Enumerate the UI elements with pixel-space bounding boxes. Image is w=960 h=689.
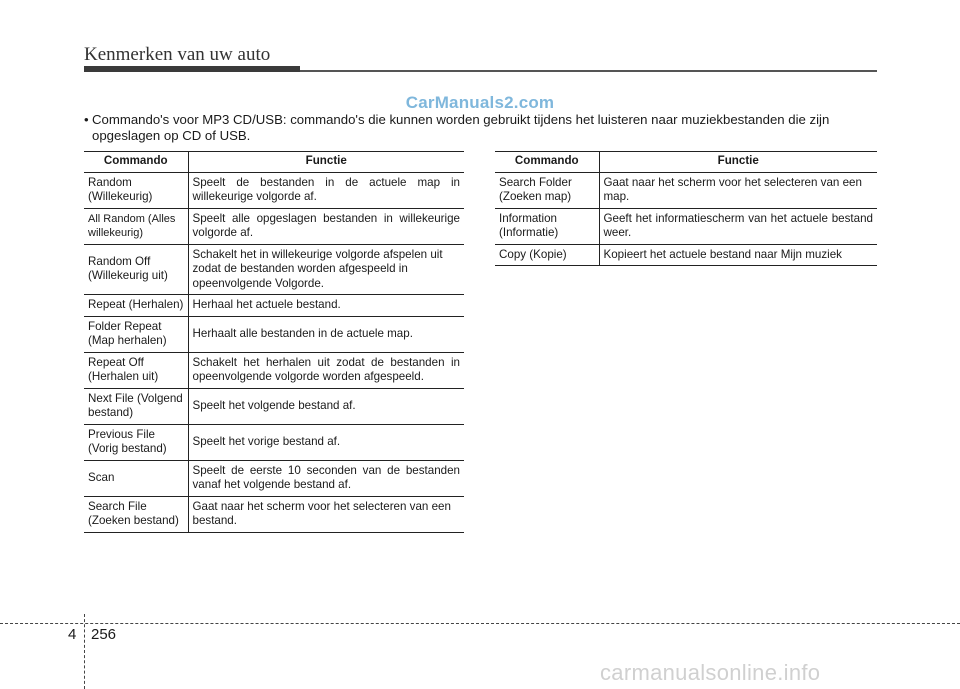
intro-line-1: Commando's voor MP3 CD/USB: commando's die kunnen worden gebruikt tijdens het luisteren naar muziekbestanden die zijn — [92, 112, 830, 127]
function-cell: Gaat naar het scherm voor het selecteren van een bestand. — [188, 496, 464, 532]
command-cell: Copy (Kopie) — [495, 244, 599, 266]
command-cell: Folder Repeat (Map herhalen) — [84, 316, 188, 352]
site-watermark: carmanualsonline.info — [600, 660, 821, 685]
table-row — [84, 316, 464, 352]
table-row — [84, 388, 464, 424]
table-row — [495, 244, 877, 266]
table-row — [84, 496, 464, 532]
right-command-table — [495, 151, 877, 266]
footer-vertical-rule — [84, 614, 85, 689]
function-cell: Herhaalt alle bestanden in de actuele map. — [188, 316, 464, 352]
bullet-icon: • — [84, 112, 89, 127]
column-header-function: Functie — [599, 152, 877, 173]
command-cell: Random Off (Willekeurig uit) — [84, 244, 188, 295]
function-cell: Gaat naar het scherm voor het selecteren van een map. — [599, 172, 877, 208]
table-row — [84, 460, 464, 496]
intro-paragraph — [84, 112, 876, 144]
table-row — [84, 208, 464, 244]
command-cell: Search File (Zoeken bestand) — [84, 496, 188, 532]
chapter-number: 4 — [68, 626, 77, 643]
function-cell: Speelt het volgende bestand af. — [188, 388, 464, 424]
header-rule-thick — [84, 66, 300, 72]
left-command-table — [84, 151, 464, 533]
header-rule-thin — [300, 70, 877, 72]
command-cell: All Random (Alles willekeurig) — [84, 208, 188, 244]
function-cell: Schakelt het herhalen uit zodat de bestanden in opeenvolgende volgorde worden afgespeeld. — [188, 352, 464, 388]
function-cell: Kopieert het actuele bestand naar Mijn muziek — [599, 244, 877, 266]
command-cell: Repeat (Herhalen) — [84, 295, 188, 317]
page-number: 256 — [91, 626, 117, 643]
function-cell: Speelt de bestanden in de actuele map in willekeurige volgorde af. — [188, 172, 464, 208]
table-row — [84, 244, 464, 295]
function-cell: Herhaal het actuele bestand. — [188, 295, 464, 317]
table-row — [84, 172, 464, 208]
intro-line-2: opgeslagen op CD of USB. — [92, 128, 251, 143]
table-row — [84, 295, 464, 317]
command-cell: Scan — [84, 460, 188, 496]
column-header-command: Commando — [495, 152, 599, 173]
table-row — [84, 352, 464, 388]
table-row — [84, 424, 464, 460]
watermark-link[interactable]: CarManuals2.com — [405, 93, 555, 112]
table-row — [495, 172, 877, 208]
function-cell: Speelt het vorige bestand af. — [188, 424, 464, 460]
command-cell: Next File (Volgend bestand) — [84, 388, 188, 424]
function-cell: Schakelt het in willekeurige volgorde afspelen uit zodat de bestanden worden afgespeeld in opeenvolgende Volgorde. — [188, 244, 464, 295]
column-header-function: Functie — [188, 152, 464, 173]
command-cell: Previous File (Vorig bestand) — [84, 424, 188, 460]
function-cell: Speelt de eerste 10 seconden van de bestanden vanaf het volgende bestand af. — [188, 460, 464, 496]
command-cell: Search Folder (Zoeken map) — [495, 172, 599, 208]
table-row — [495, 208, 877, 244]
section-title: Kenmerken van uw auto — [84, 44, 271, 65]
function-cell: Geeft het informatiescherm van het actuele bestand weer. — [599, 208, 877, 244]
column-header-command: Commando — [84, 152, 188, 173]
command-cell: Repeat Off (Herhalen uit) — [84, 352, 188, 388]
footer-dashed-rule — [0, 623, 960, 624]
command-cell: Information (Informatie) — [495, 208, 599, 244]
function-cell: Speelt alle opgeslagen bestanden in willekeurige volgorde af. — [188, 208, 464, 244]
command-cell: Random (Willekeurig) — [84, 172, 188, 208]
